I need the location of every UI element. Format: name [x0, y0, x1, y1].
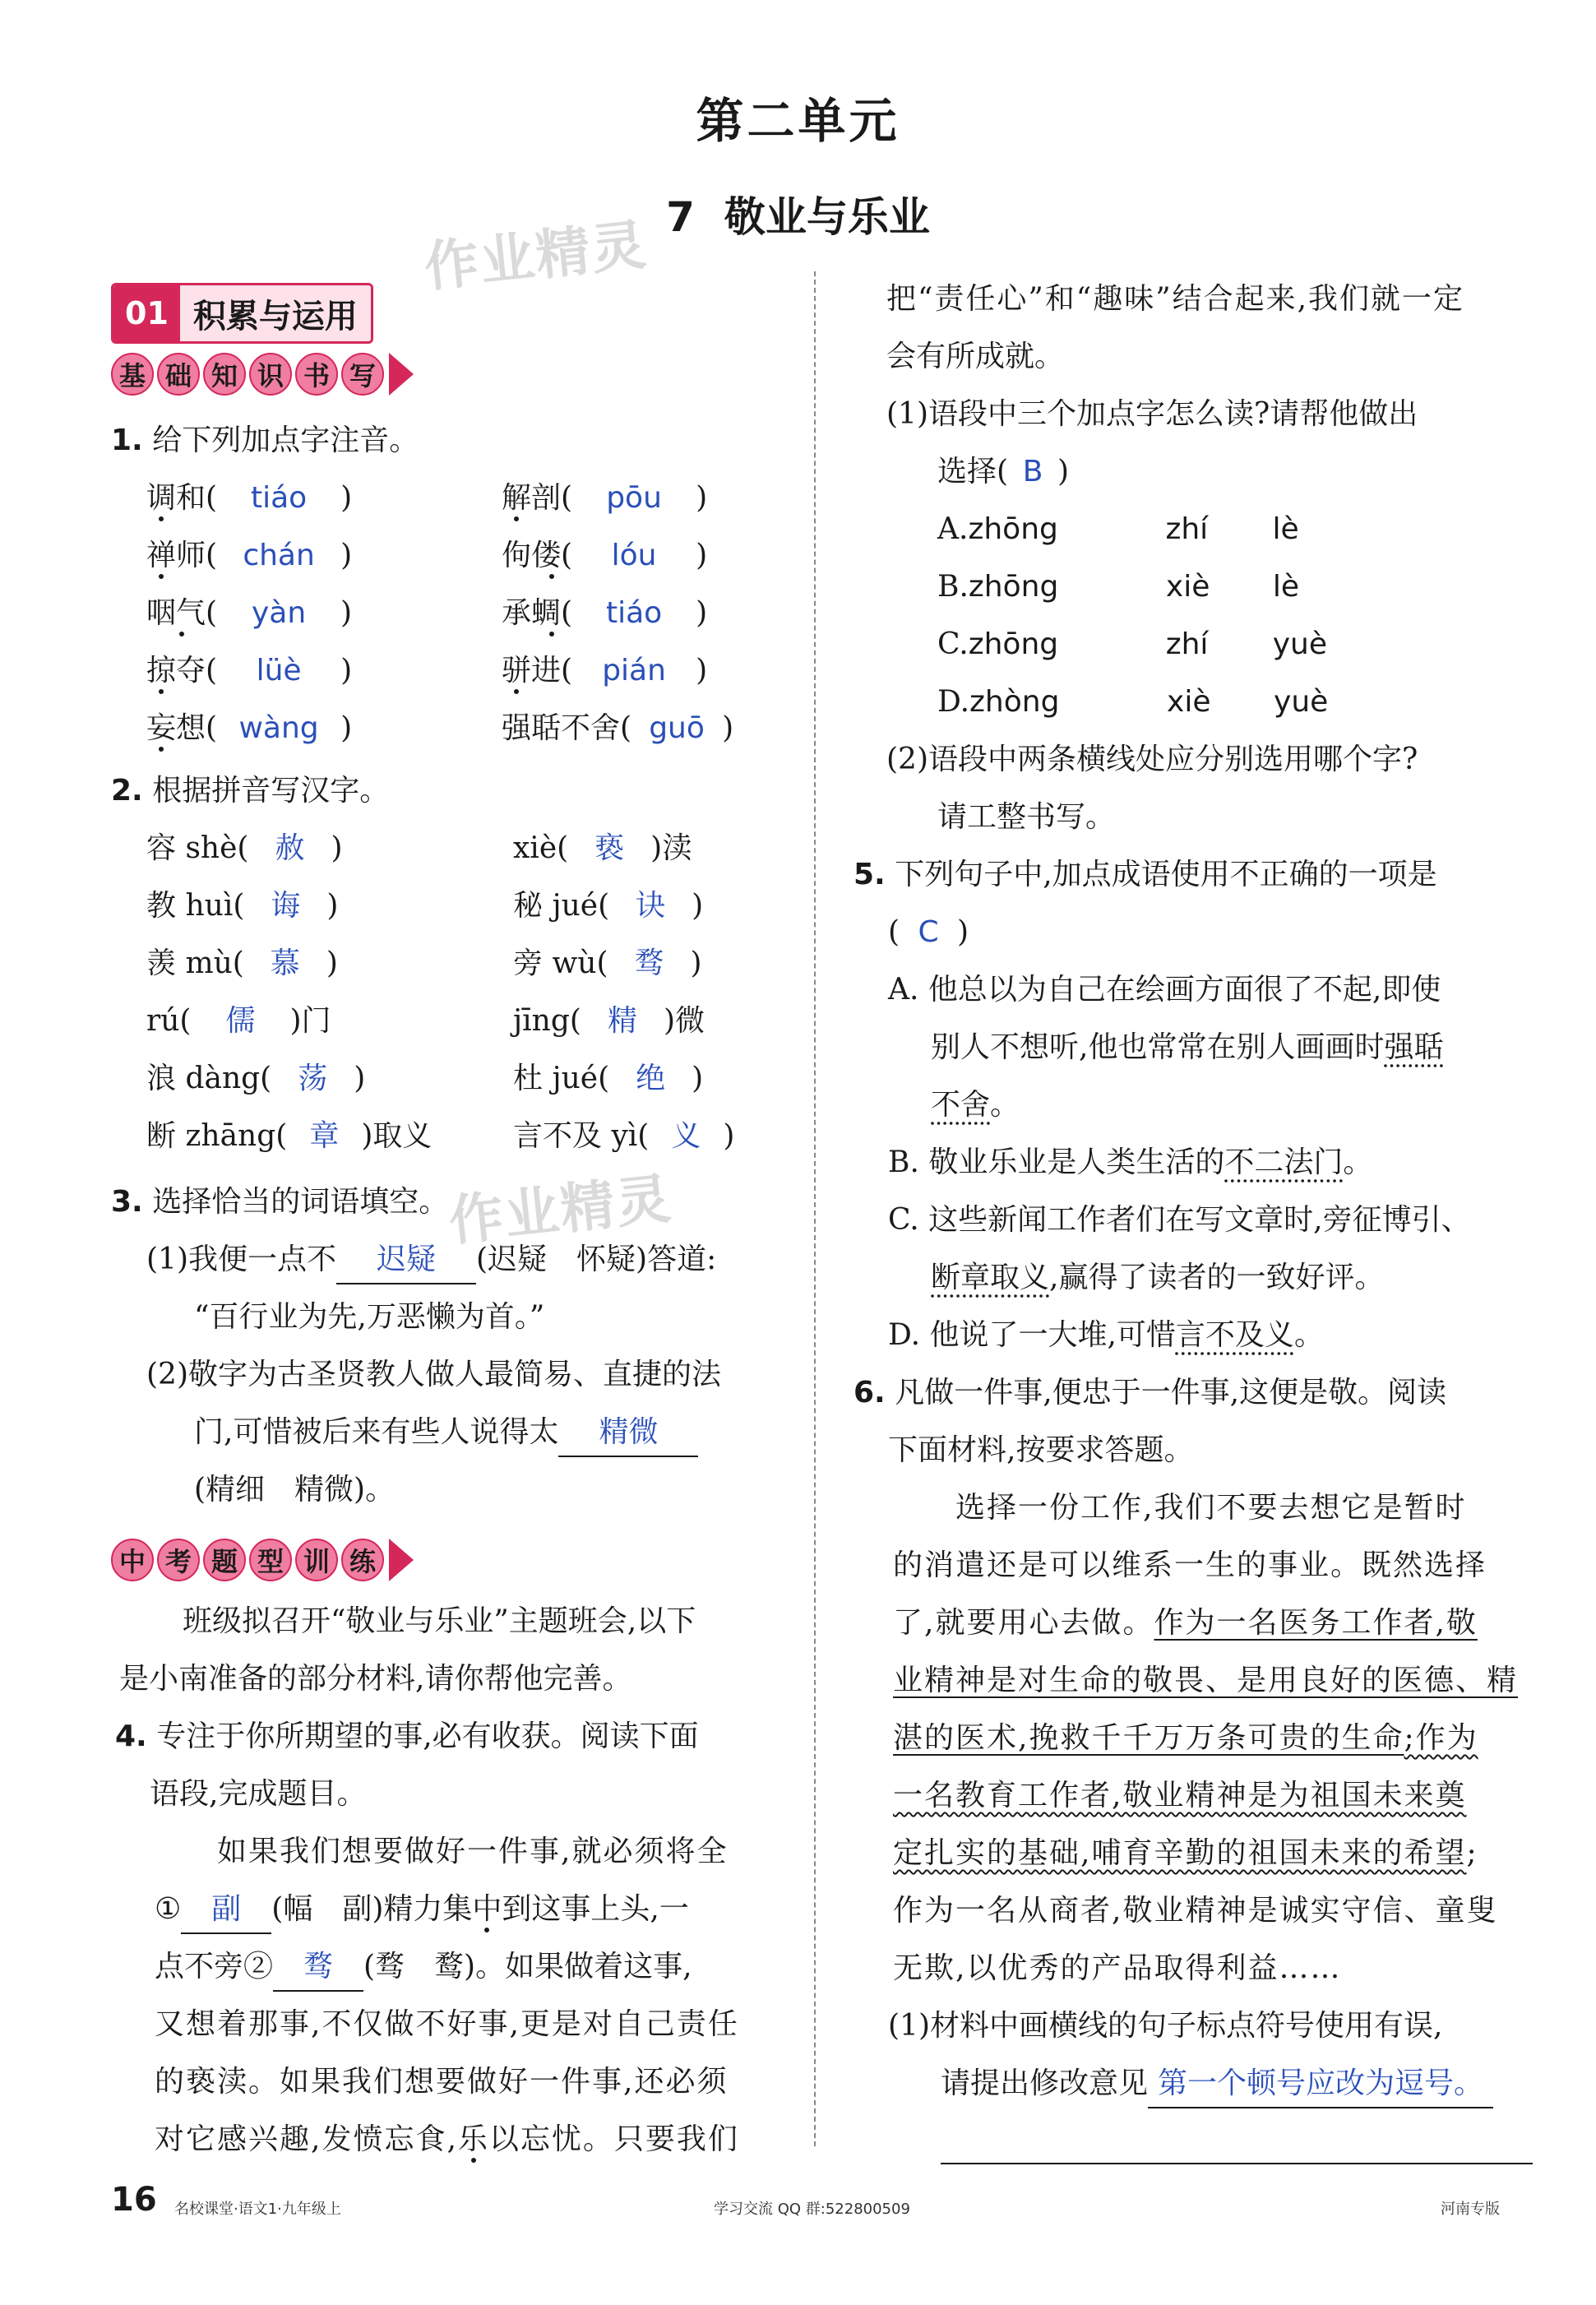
item-text: 断 zhāng(: [146, 1119, 288, 1153]
item-text: 强: [502, 711, 532, 745]
answer: chán: [243, 539, 315, 572]
q1-label: 1.: [111, 424, 143, 457]
item-text: ): [696, 654, 708, 687]
q2-item-7: [146, 998, 331, 1044]
item-text: ): [331, 831, 343, 865]
option-key: C.: [937, 627, 969, 661]
q2-text: 根据拼音写汉字。: [152, 774, 390, 808]
item-text: 咽气(: [146, 596, 218, 630]
dotted-idiom: 强聒: [1384, 1030, 1444, 1064]
item-text: ): [696, 596, 708, 630]
option-text: zhí: [1165, 512, 1209, 546]
q5-option-a-line1: A. 他总以为自己在绘画方面很了不起,即使: [888, 973, 1441, 1007]
item-text: ): [696, 481, 708, 515]
item-text: 和(: [176, 481, 218, 515]
item-text: 请提出修改意见: [941, 2067, 1149, 2100]
item-text: ): [690, 947, 702, 980]
q1-item-9: [146, 706, 352, 752]
pill-char: 训: [295, 1539, 338, 1581]
underlined-text: 业精神是对生命的敬畏、是用良好的医德、精: [893, 1664, 1519, 1697]
q2-item-12: [513, 1113, 734, 1159]
item-text: 。: [990, 1088, 1020, 1122]
q1-item-1: [146, 475, 352, 521]
q3-p1-line1: [146, 1237, 716, 1284]
q3-p2-line1: (2)敬字为古圣贤教人做人最简易、直捷的法: [146, 1358, 721, 1391]
item-text: 选择(: [937, 455, 1009, 488]
item-text: ): [696, 539, 708, 572]
q4-label: 4.: [115, 1719, 147, 1753]
option-text: zhōng: [968, 627, 1059, 661]
q5-option-a-line3: [931, 1082, 1020, 1128]
item-text: )微: [663, 1004, 705, 1038]
q6-sub1-line2: [941, 2061, 1493, 2108]
item-text: 了,就要用心去做。: [893, 1606, 1154, 1640]
option-text: xiè: [1165, 570, 1210, 604]
dotted-idiom: 不二法门: [1224, 1146, 1344, 1179]
q2-item-1: [146, 826, 343, 872]
q6-material-line1: 选择一份工作,我们不要去想它是暂时: [955, 1491, 1467, 1525]
item-text: 。: [1343, 1146, 1373, 1179]
pill-arrow-icon: [389, 1539, 414, 1581]
pill-arrow-icon: [389, 353, 414, 396]
dotted-char: 调: [146, 481, 177, 515]
option-key: B.: [937, 570, 969, 604]
item-text: 到这事上头,一: [502, 1892, 689, 1926]
item-text: ): [340, 596, 353, 630]
q4-option-a: [937, 507, 1299, 553]
q2-label: 2.: [111, 774, 143, 808]
answer: 迟疑: [336, 1237, 476, 1284]
wavy-text: 定扎实的基础,哺育辛勤的祖国未来的希望: [893, 1836, 1467, 1870]
q2-item-9: [146, 1056, 365, 1102]
q4-option-b: [937, 564, 1299, 610]
item-text: 承: [502, 596, 532, 630]
item-text: ): [340, 539, 353, 572]
q3-p1-line2: “百行业为先,万恶懒为首。”: [194, 1300, 545, 1334]
footer-right: 河南专版: [1441, 2201, 1500, 2218]
pill-char: 考: [157, 1539, 200, 1581]
item-text: (1)我便一点不: [146, 1243, 336, 1276]
q6-material-line6: [893, 1773, 1466, 1819]
item-text: jīng(: [513, 1004, 581, 1038]
pill-char: 知: [203, 353, 246, 396]
answer: 亵: [594, 831, 625, 865]
item-text: (幅 副)精力集: [271, 1892, 473, 1926]
item-text: )取义: [361, 1119, 433, 1153]
q4-option-d: [937, 679, 1328, 725]
item-text: )渎: [650, 831, 692, 865]
q3-label: 3.: [111, 1185, 143, 1219]
q1-item-4: [502, 533, 707, 579]
pill-char: 型: [249, 1539, 292, 1581]
q1-item-7: [146, 648, 352, 694]
item-text: 以忘忧。只要我们: [488, 2122, 739, 2156]
item-text: D. 他说了一大堆,可惜: [888, 1318, 1176, 1352]
pill-char: 题: [203, 1539, 246, 1581]
q2-item-11: [146, 1113, 432, 1159]
answer: C: [918, 915, 939, 949]
item-text: (迟疑 怀疑)答道:: [476, 1243, 717, 1276]
q1-text: 给下列加点字注音。: [152, 424, 419, 457]
q6-material-line2: 的消遣还是可以维系一生的事业。既然选择: [893, 1548, 1487, 1582]
q1-item-8: [502, 648, 707, 694]
answer: 诲: [271, 889, 301, 923]
q1-item-3: [146, 533, 352, 579]
item-text: xiè(: [513, 831, 569, 865]
underlined-text: 湛的医术,挽救千千万万条可贵的生命: [893, 1721, 1404, 1755]
q2-item-6: [513, 941, 702, 987]
item-text: 夺(: [176, 654, 218, 687]
q3-p2-line3: (精细 精微)。: [194, 1473, 396, 1507]
item-text: 杜 jué(: [513, 1062, 610, 1095]
item-text: 师(: [176, 539, 218, 572]
option-text: zhōng: [968, 570, 1059, 604]
q4-para-line5: 的亵渎。如果我们想要做好一件事,还必须: [155, 2065, 729, 2099]
answer: 赦: [275, 831, 305, 865]
item-text: 剖(: [531, 481, 573, 515]
q1-item-2: [502, 475, 707, 521]
q4-para-line7: 把“责任心”和“趣味”结合起来,我们就一定: [886, 282, 1465, 316]
q6-material-line8: 作为一名从商者,敬业精神是诚实守信、童叟: [893, 1894, 1498, 1928]
answer: 荡: [298, 1062, 328, 1095]
answer: B: [1022, 455, 1043, 488]
q1-item-10: [502, 706, 733, 752]
dotted-idiom: 言不及义: [1175, 1318, 1294, 1352]
q6-stem-line2: 下面材料,按要求答题。: [888, 1433, 1194, 1467]
item-text: 浪 dàng(: [146, 1062, 272, 1095]
item-text: 佝: [502, 539, 532, 572]
item-text: ): [692, 1062, 704, 1095]
wavy-text: 一名教育工作者,敬业精神是为祖国未来奠: [893, 1779, 1467, 1812]
option-text: lè: [1272, 570, 1300, 604]
answer: guō: [649, 711, 705, 745]
option-text: lè: [1272, 512, 1299, 546]
section-number: 01: [113, 285, 180, 341]
pill-char: 练: [341, 1539, 384, 1581]
answer: 诀: [636, 889, 666, 923]
footer-left: 名校课堂·语文1·九年级上: [174, 2201, 341, 2218]
item-text: ,赢得了读者的一致好评。: [1049, 1261, 1385, 1294]
pill-char: 中: [111, 1539, 154, 1581]
item-text: 旁 wù(: [513, 947, 608, 980]
answer: tiáo: [250, 481, 308, 515]
lesson-name: 敬业与乐业: [724, 193, 930, 241]
watermark-top: 作业精灵: [421, 212, 650, 299]
answer: 章: [309, 1119, 340, 1153]
lesson-title: [0, 184, 1596, 243]
q4-para-line4: 又想着那事,不仅做不好事,更是对自己责任: [155, 2007, 739, 2041]
item-text: ①: [155, 1892, 182, 1926]
answer: 精: [607, 1004, 637, 1038]
option-text: yuè: [1272, 627, 1327, 661]
q6-sub1-line1: (1)材料中画横线的句子标点符号使用有误,: [888, 2009, 1443, 2043]
q5-option-c-line2: [931, 1255, 1384, 1301]
item-text: 羡 mù(: [146, 947, 244, 980]
answer: pōu: [606, 481, 662, 515]
item-text: rú(: [146, 1004, 192, 1038]
option-text: xiè: [1167, 685, 1211, 719]
lesson-number: 7: [666, 193, 695, 241]
dotted-idiom: 不舍: [931, 1088, 991, 1122]
item-text: ): [354, 1062, 366, 1095]
answer: pián: [602, 654, 666, 687]
dotted-char: 蜩(: [531, 596, 573, 630]
item-text: 想(: [176, 711, 218, 745]
dotted-char: 妄: [146, 711, 177, 745]
answer: tiáo: [605, 596, 663, 630]
item-text: ): [340, 711, 353, 745]
item-text: ): [326, 889, 339, 923]
q2-item-8: [513, 998, 705, 1044]
option-text: yuè: [1274, 685, 1329, 719]
q5-option-b: [888, 1140, 1372, 1186]
item-text: ): [340, 481, 353, 515]
answer: 精微: [558, 1409, 698, 1457]
q4-para-line1: 如果我们想要做好一件事,就必须将全: [217, 1835, 729, 1868]
answer: 骛: [634, 947, 664, 980]
q1-item-5: [146, 590, 352, 636]
q4-para-line3: [155, 1944, 692, 1992]
watermark-middle: 作业精灵: [446, 1166, 675, 1253]
q4-para-line6: [155, 2117, 739, 2163]
pill-char: 写: [341, 353, 384, 396]
q6-material-line3: [893, 1600, 1478, 1646]
page-number: 16: [111, 2181, 157, 2219]
q2-item-5: [146, 941, 338, 987]
q4-sub1-line1: (1)语段中三个加点字怎么读?请帮他做出: [886, 397, 1418, 431]
item-text: ): [957, 915, 969, 949]
item-text: ): [723, 1119, 735, 1153]
dotted-char: 禅: [146, 539, 177, 572]
item-text: 进(: [531, 654, 573, 687]
q4-text: 专注于你所期望的事,必有收获。阅读下面: [156, 1719, 699, 1753]
q5-option-a-line2: [931, 1025, 1443, 1071]
q5-stem: [854, 852, 1437, 898]
dotted-char: 乐: [457, 2122, 489, 2156]
q2-item-2: [513, 826, 692, 872]
q3-p2-line2: [194, 1409, 698, 1457]
answer: 绝: [636, 1062, 666, 1095]
q2-stem: [111, 768, 389, 814]
q4-sub2-line2: 请工整书写。: [937, 800, 1116, 834]
q5-option-d: [888, 1312, 1324, 1358]
option-text: zhōng: [968, 512, 1058, 546]
option-text: zhòng: [969, 685, 1060, 719]
answer: 慕: [270, 947, 300, 980]
option-key: D.: [937, 685, 970, 719]
q4-para-line2: [155, 1886, 689, 1934]
item-text: ): [340, 654, 353, 687]
item-text: 聒不舍(: [531, 711, 632, 745]
option-key: A.: [937, 512, 969, 546]
answer: lüè: [256, 654, 302, 687]
item-text: 容 shè(: [146, 831, 249, 865]
q6-label: 6.: [854, 1376, 886, 1409]
dotted-char: 偻(: [531, 539, 573, 572]
item-text: 别人不想听,他也常常在别人画画时: [931, 1030, 1385, 1064]
subsection-exam-training: [111, 1536, 414, 1584]
q4-option-c: [937, 622, 1327, 668]
dotted-char: 骈: [502, 654, 532, 687]
answer: 副: [181, 1886, 271, 1934]
answer: wàng: [238, 711, 319, 745]
q6-stem: [854, 1370, 1446, 1416]
item-text: ;: [1466, 1836, 1478, 1870]
pill-char: 基: [111, 353, 154, 396]
q3-text: 选择恰当的词语填空。: [152, 1185, 449, 1219]
q6-material-line5: [893, 1715, 1478, 1761]
q4-para-line8: 会有所成就。: [886, 340, 1065, 373]
answer-line-blank: [941, 2163, 1533, 2164]
q4-sub1-line2: [937, 449, 1069, 495]
item-text: 言不及 yì(: [513, 1119, 650, 1153]
q2-item-10: [513, 1056, 703, 1102]
answer: lóu: [611, 539, 657, 572]
dotted-idiom: 断章取义: [931, 1261, 1050, 1294]
q1-stem: [111, 418, 419, 464]
item-text: (骛 鹜)。如果做着这事,: [363, 1950, 692, 1983]
pill-char: 书: [295, 353, 338, 396]
item-text: (: [888, 915, 900, 949]
item-text: 教 huì(: [146, 889, 245, 923]
pill-char: 础: [157, 353, 200, 396]
q5-label: 5.: [854, 858, 886, 891]
answer: 骛: [273, 1944, 363, 1992]
q5-option-c-line1: C. 这些新闻工作者们在写文章时,旁征博引、: [888, 1203, 1471, 1237]
q6-material-line4: [893, 1658, 1518, 1704]
answer: yàn: [251, 596, 307, 630]
unit-title: 第二单元: [696, 93, 900, 149]
q2-item-4: [513, 883, 703, 929]
item-text: ): [692, 889, 704, 923]
item-text: ): [326, 947, 338, 980]
q5-answer-line: [888, 910, 969, 956]
pill-char: 识: [249, 353, 292, 396]
q4-stem-line2: 语段,完成题目。: [150, 1777, 367, 1811]
section-header-accumulation: [111, 283, 373, 344]
q6-material-line7: [893, 1831, 1478, 1877]
underlined-text: 作为一名医务工作者,敬: [1154, 1606, 1478, 1640]
dotted-char: 掠: [146, 654, 177, 687]
item-text: 点不旁②: [155, 1950, 274, 1983]
item-text: 秘 jué(: [513, 889, 610, 923]
q5-text: 下列句子中,加点成语使用不正确的一项是: [895, 858, 1437, 891]
item-text: 门,可惜被后来有些人说得太: [194, 1415, 559, 1449]
footer-center: 学习交流 QQ 群:522800509: [714, 2201, 910, 2218]
intro-line2: 是小南准备的部分材料,请你帮他完善。: [119, 1662, 632, 1696]
wavy-text: ;作为: [1404, 1721, 1478, 1755]
q3-stem: [111, 1179, 448, 1225]
section-title: 积累与运用: [180, 285, 371, 341]
intro-line1: 班级拟召开“敬业与乐业”主题班会,以下: [183, 1604, 696, 1638]
subsection-basic-knowledge: [111, 350, 414, 398]
column-divider: [814, 271, 816, 2146]
item-text: 对它感兴趣,发愤忘食,: [155, 2122, 458, 2156]
item-text: ): [1057, 455, 1070, 488]
q4-sub2-line1: (2)语段中两条横线处应分别选用哪个字?: [886, 743, 1418, 776]
dotted-char: 解: [502, 481, 532, 515]
q4-stem: [115, 1714, 699, 1760]
item-text: )门: [289, 1004, 331, 1038]
q6-text: 凡做一件事,便忠于一件事,这便是敬。阅读: [895, 1376, 1447, 1409]
dotted-char: 中: [472, 1892, 502, 1926]
q2-item-3: [146, 883, 338, 929]
option-text: zhí: [1165, 627, 1209, 661]
item-text: 。: [1293, 1318, 1324, 1352]
answer: 第一个顿号应改为逗号。: [1148, 2061, 1493, 2108]
q1-item-6: [502, 590, 707, 636]
item-text: B. 敬业乐业是人类生活的: [888, 1146, 1225, 1179]
answer: 儒: [225, 1004, 256, 1038]
answer: 义: [671, 1119, 701, 1153]
q6-material-line9: 无欺,以优秀的产品取得利益……: [893, 1951, 1342, 1985]
item-text: ): [722, 711, 734, 745]
